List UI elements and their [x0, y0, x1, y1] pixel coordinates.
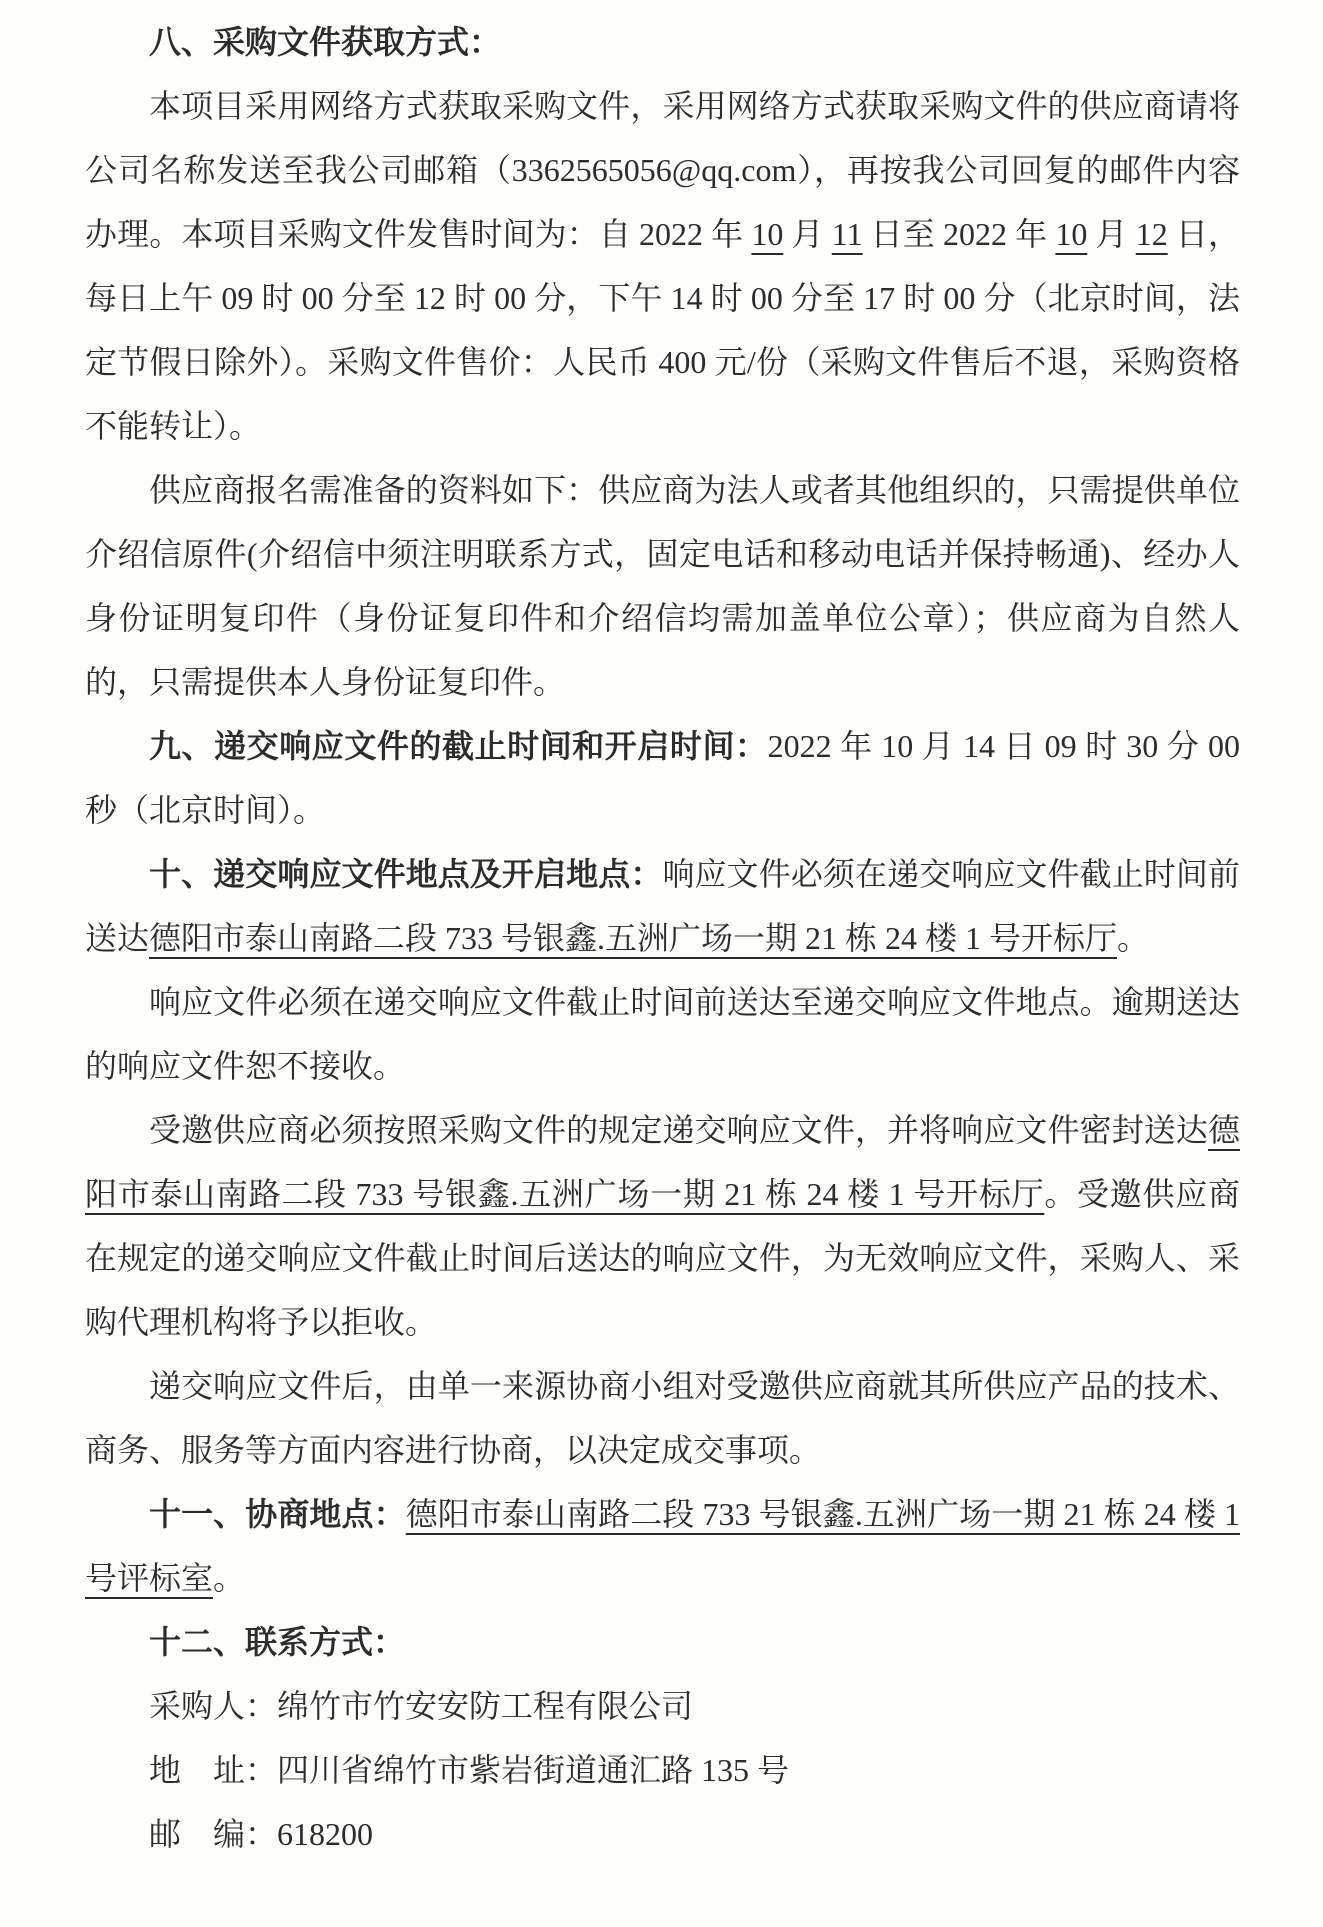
- para-sealed-submission: [85, 1098, 1240, 1354]
- para-deadline: [85, 714, 1240, 842]
- acquisition-text-3: 日至 2022 年: [862, 216, 1056, 252]
- sale-start-day: 11: [831, 216, 863, 252]
- sale-end-day: 12: [1135, 216, 1168, 252]
- sealed-submission-text-1: 受邀供应商必须按照采购文件的规定递交响应文件，并将响应文件密封送达: [149, 1112, 1208, 1148]
- sale-end-month: 10: [1055, 216, 1088, 252]
- sale-start-month: 10: [751, 216, 784, 252]
- section-11-title: 十一、协商地点：: [149, 1496, 406, 1532]
- heading-section-12: [85, 1610, 1240, 1674]
- para-late-delivery: [85, 970, 1240, 1098]
- para-submission-location: [85, 842, 1240, 970]
- negotiation-process-text: 递交响应文件后，由单一来源协商小组对受邀供应商就其所供应产品的技术、商务、服务等方面内容进行协商，以决定成交事项。: [85, 1368, 1240, 1468]
- para-negotiation-location: [85, 1482, 1240, 1610]
- heading-section-8: [85, 10, 1240, 74]
- submission-location-text: 响应文件必须在递交响应文件截止时间前送达: [85, 856, 1240, 956]
- section-10-title: 十、递交响应文件地点及开启地点：: [149, 856, 663, 892]
- purchaser-name: 采购人：绵竹市竹安安防工程有限公司: [149, 1688, 694, 1724]
- submission-location-period: 。: [1117, 920, 1150, 956]
- contact-postcode-line: [85, 1802, 1240, 1866]
- registration-materials-text: 供应商报名需准备的资料如下：供应商为法人或者其他组织的，只需提供单位介绍信原件(介绍信中须注明联系方式，固定电话和移动电话并保持畅通)、经办人身份证明复印件（身份证复印件和介绍信均需加盖单位公章）；供应商为自然人的，只需提供本人身份证复印件。: [85, 472, 1240, 700]
- acquisition-text-4: 月: [1087, 216, 1136, 252]
- section-12-title: 十二、联系方式：: [149, 1624, 406, 1660]
- late-delivery-text: 响应文件必须在递交响应文件截止时间前送达至递交响应文件地点。逾期送达的响应文件恕不接收。: [85, 984, 1240, 1084]
- deadline-datetime: 2022 年 10 月 14 日 09 时 30 分 00 秒（北京时间）。: [85, 728, 1240, 828]
- purchaser-address: 地 址：四川省绵竹市紫岩街道通汇路 135 号: [149, 1752, 790, 1788]
- acquisition-text-1: 本项目采用网络方式获取采购文件，采用网络方式获取采购文件的供应商请将公司名称发送至我公司邮箱（3362565056@qq.com），再按我公司回复的邮件内容办理。本项目采购文件发售时间为：自 2022 年: [85, 88, 1240, 252]
- section-8-title: 八、采购文件获取方式：: [149, 24, 502, 60]
- para-registration-materials: [85, 458, 1240, 714]
- sealed-submission-address: 德阳市泰山南路二段 733 号银鑫.五洲广场一期 21 栋 24 楼 1 号开标厅: [85, 1112, 1240, 1212]
- para-doc-acquisition: [85, 74, 1240, 458]
- negotiation-address: 德阳市泰山南路二段 733 号银鑫.五洲广场一期 21 栋 24 楼 1 号评标室: [85, 1496, 1240, 1596]
- acquisition-text-5: 日，每日上午 09 时 00 分至 12 时 00 分，下午 14 时 00 分至 17 时 00 分（北京时间，法定节假日除外）。采购文件售价：人民币 400 元/份（采购文件售后不退，采购资格不能转让）。: [85, 216, 1240, 444]
- bid-opening-address: 德阳市泰山南路二段 733 号银鑫.五洲广场一期 21 栋 24 楼 1 号开标厅: [149, 920, 1118, 956]
- sealed-submission-text-2: 。受邀供应商在规定的递交响应文件截止时间后送达的响应文件，为无效响应文件，采购人、采购代理机构将予以拒收。: [85, 1176, 1240, 1340]
- acquisition-text-2: 月: [783, 216, 832, 252]
- para-negotiation-process: [85, 1354, 1240, 1482]
- contact-purchaser-line: [85, 1674, 1240, 1738]
- negotiation-location-period: 。: [213, 1560, 246, 1596]
- contact-address-line: [85, 1738, 1240, 1802]
- section-9-title: 九、递交响应文件的截止时间和开启时间：: [149, 728, 768, 764]
- purchaser-postcode: 邮 编：618200: [149, 1816, 374, 1852]
